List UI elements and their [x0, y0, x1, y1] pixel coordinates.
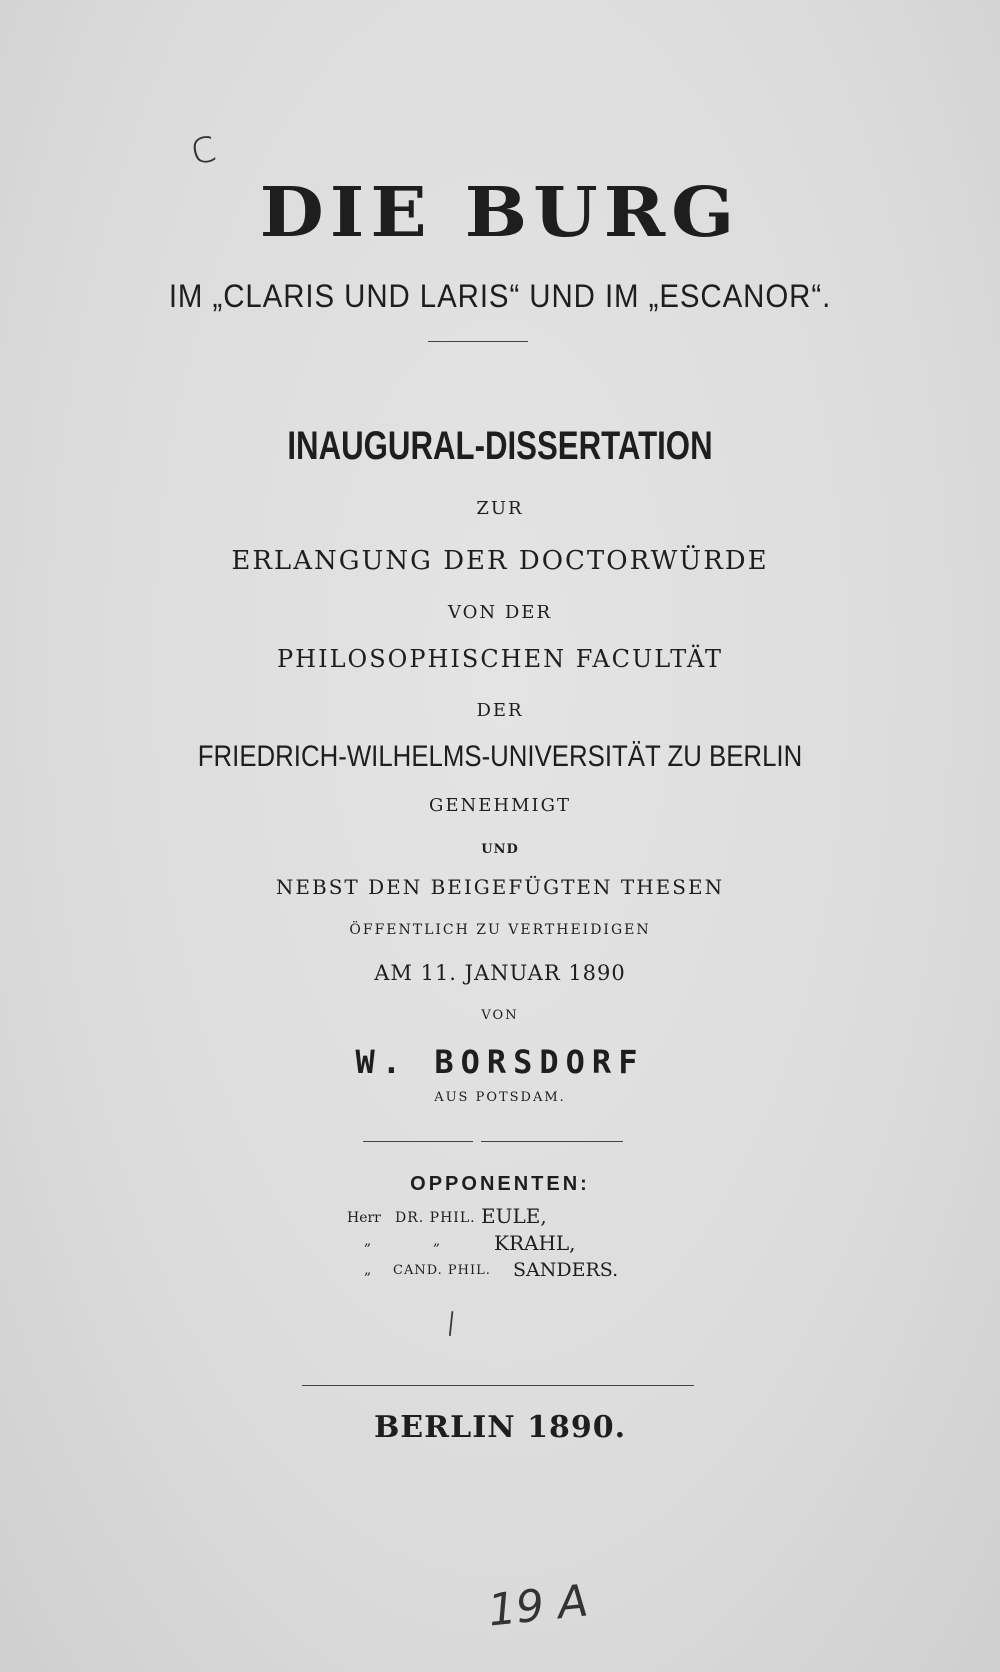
- divider-double-right: [481, 1141, 623, 1142]
- author-origin: AUS POTSDAM.: [434, 1090, 566, 1105]
- line-von: VON: [481, 1008, 519, 1023]
- line-university: FRIEDRICH-WILHELMS-UNIVERSITÄT ZU BERLIN: [197, 740, 803, 773]
- opponents-heading: OPPONENTEN:: [410, 1173, 590, 1195]
- divider-double-left: [363, 1141, 473, 1142]
- divider-top: [428, 341, 528, 342]
- main-title: DIE BURG: [259, 173, 741, 253]
- opponent-prefix: Herr: [347, 1210, 381, 1226]
- divider-bottom: [302, 1385, 694, 1386]
- author-name: W. BORSDORF: [355, 1043, 645, 1081]
- line-thesen: NEBST DEN BEIGEFÜGTEN THESEN: [275, 875, 725, 899]
- handwritten-mark-top: c: [184, 117, 221, 176]
- opponent-title: „: [433, 1233, 441, 1249]
- line-zur: ZUR: [476, 498, 524, 519]
- opponent-prefix: „: [364, 1233, 372, 1249]
- line-oeffentlich: ÖFFENTLICH ZU VERTHEIDIGEN: [349, 922, 651, 938]
- opponent-name: EULE,: [481, 1204, 547, 1228]
- line-erlangung: ERLANGUNG DER DOCTORWÜRDE: [231, 546, 769, 576]
- line-genehmigt: GENEHMIGT: [428, 795, 572, 816]
- subtitle: IM „CLARIS UND LARIS“ UND IM „ESCANOR“.: [168, 278, 832, 314]
- imprint: BERLIN 1890.: [373, 1410, 627, 1445]
- line-und: UND: [481, 842, 519, 857]
- line-facultaet: PHILOSOPHISCHEN FACULTÄT: [277, 645, 723, 673]
- opponent-name: KRAHL,: [494, 1231, 576, 1255]
- handwritten-shelfmark: 19 A: [485, 1575, 591, 1637]
- opponent-title: CAND. PHIL.: [393, 1263, 491, 1278]
- opponent-prefix: „: [364, 1262, 372, 1278]
- line-der: DER: [476, 700, 524, 721]
- opponent-name: SANDERS.: [513, 1259, 619, 1281]
- handwritten-mark-middle: I: [443, 1304, 459, 1346]
- dissertation-heading: INAUGURAL-DISSERTATION: [287, 424, 713, 468]
- defense-date: AM 11. JANUAR 1890: [374, 961, 626, 985]
- opponent-title: DR. PHIL.: [395, 1210, 476, 1226]
- line-von-der: VON DER: [447, 602, 553, 623]
